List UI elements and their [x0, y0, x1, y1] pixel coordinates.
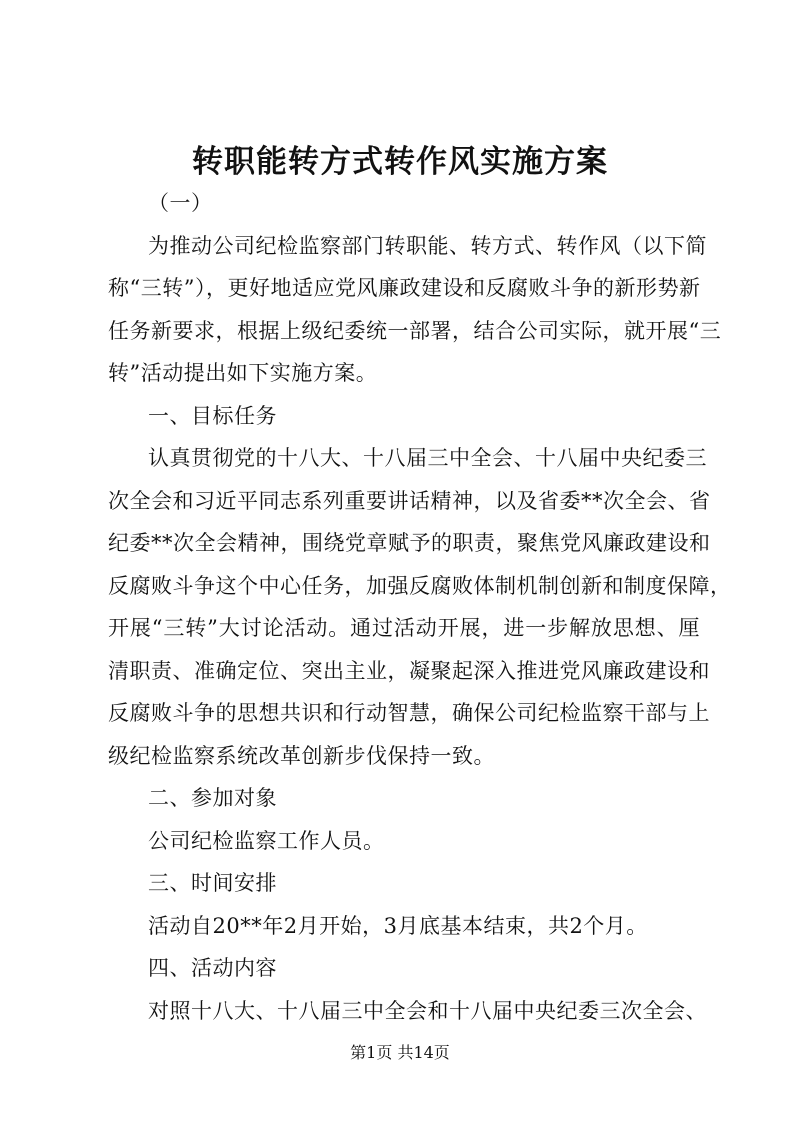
paragraph-line: 反腐败斗争的思想共识和行动智慧，确保公司纪检监察干部与上	[108, 701, 710, 725]
paragraph-line: 转”活动提出如下实施方案。	[108, 361, 378, 385]
paragraph-line: 活动自20**年2月开始，3月底基本结束，共2个月。	[148, 914, 648, 938]
page-number: 第1页 共14页	[350, 1043, 450, 1062]
paragraph-line: 纪委**次全会精神，围绕党章赋予的职责，聚焦党风廉政建设和	[108, 531, 711, 555]
document-title: 转职能转方式转作风实施方案	[192, 144, 608, 180]
paragraph-line: 清职责、准确定位、突出主业，凝聚起深入推进党风廉政建设和	[108, 659, 710, 683]
paragraph-line: 对照十八大、十八届三中全会和十八届中央纪委三次全会、	[148, 999, 707, 1023]
section-marker: （一）	[148, 191, 213, 215]
paragraph-line: 为推动公司纪检监察部门转职能、转方式、转作风（以下简	[148, 234, 707, 258]
section-heading: 四、活动内容	[148, 956, 277, 980]
paragraph-line: 级纪检监察系统改革创新步伐保持一致。	[108, 744, 495, 768]
paragraph-line: 反腐败斗争这个中心任务，加强反腐败体制机制创新和制度保障，	[108, 574, 732, 598]
paragraph-line: 开展“三转”大讨论活动。通过活动开展，进一步解放思想、厘	[108, 616, 700, 640]
paragraph-line: 公司纪检监察工作人员。	[148, 829, 385, 853]
section-heading: 三、时间安排	[148, 871, 277, 895]
paragraph-line: 认真贯彻党的十八大、十八届三中全会、十八届中央纪委三	[148, 446, 707, 470]
paragraph-line: 任务新要求，根据上级纪委统一部署，结合公司实际，就开展“三	[108, 319, 722, 343]
paragraph-line: 次全会和习近平同志系列重要讲话精神，以及省委**次全会、省	[108, 489, 711, 513]
paragraph-line: 称“三转”），更好地适应党风廉政建设和反腐败斗争的新形势新	[108, 276, 701, 300]
section-heading: 二、参加对象	[148, 786, 277, 810]
section-heading: 一、目标任务	[148, 404, 277, 428]
